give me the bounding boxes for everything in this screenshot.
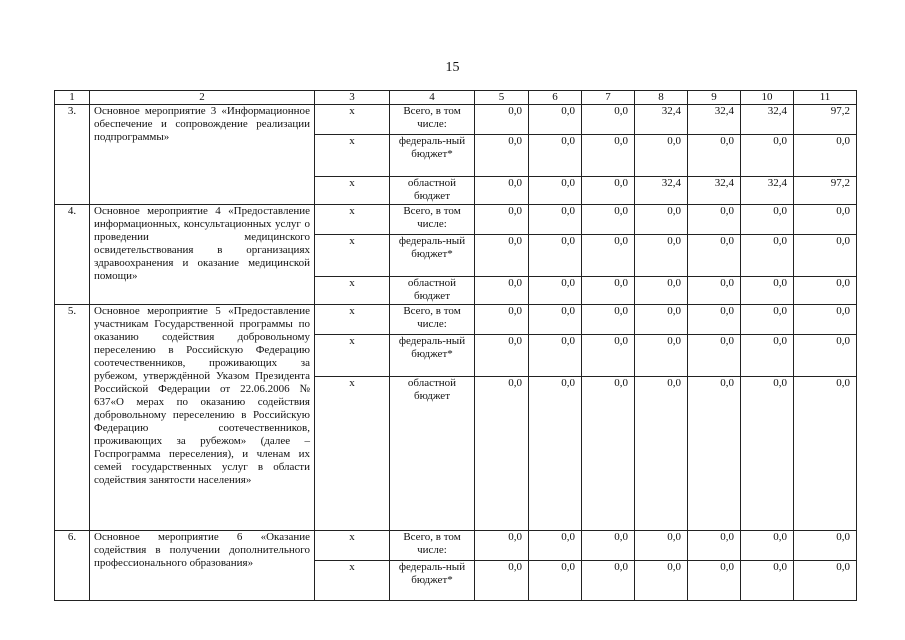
value-cell: 0,0: [794, 305, 857, 335]
value-cell: 0,0: [741, 235, 794, 277]
value-cell: 0,0: [688, 277, 741, 305]
value-cell: 0,0: [635, 277, 688, 305]
value-cell: 0,0: [475, 135, 529, 177]
value-cell: 0,0: [582, 561, 635, 601]
x-mark: x: [315, 277, 390, 305]
table-row: [55, 105, 857, 135]
value-cell: 0,0: [529, 177, 582, 205]
column-header: 5: [475, 91, 529, 105]
value-cell: 0,0: [635, 135, 688, 177]
value-cell: 0,0: [741, 205, 794, 235]
funding-source: федераль-ный бюджет*: [390, 235, 475, 277]
value-cell: 32,4: [635, 177, 688, 205]
x-mark: x: [315, 235, 390, 277]
funding-source: областной бюджет: [390, 177, 475, 205]
value-cell: 0,0: [741, 561, 794, 601]
x-mark: x: [315, 377, 390, 531]
value-cell: 0,0: [475, 205, 529, 235]
value-cell: 0,0: [688, 205, 741, 235]
value-cell: 0,0: [475, 531, 529, 561]
x-mark: x: [315, 205, 390, 235]
value-cell: 0,0: [529, 531, 582, 561]
table-body: [55, 105, 857, 601]
value-cell: 0,0: [794, 531, 857, 561]
funding-source: Всего, в том числе:: [390, 205, 475, 235]
funding-source: Всего, в том числе:: [390, 105, 475, 135]
value-cell: 0,0: [794, 561, 857, 601]
value-cell: 0,0: [475, 335, 529, 377]
value-cell: 0,0: [529, 335, 582, 377]
activity-name: Основное мероприятие 3 «Информационное обеспечение и сопровождение реализации подпрограммы»: [90, 105, 315, 205]
column-header: 1: [55, 91, 90, 105]
value-cell: 0,0: [741, 135, 794, 177]
funding-source: Всего, в том числе:: [390, 531, 475, 561]
value-cell: 0,0: [635, 531, 688, 561]
value-cell: 0,0: [741, 377, 794, 531]
value-cell: 0,0: [475, 561, 529, 601]
value-cell: 0,0: [529, 277, 582, 305]
row-number: 6.: [55, 531, 90, 601]
table-row: [55, 531, 857, 561]
x-mark: x: [315, 335, 390, 377]
value-cell: 97,2: [794, 105, 857, 135]
value-cell: 0,0: [582, 531, 635, 561]
value-cell: 0,0: [582, 235, 635, 277]
column-header: 4: [390, 91, 475, 105]
value-cell: 0,0: [688, 561, 741, 601]
value-cell: 0,0: [794, 135, 857, 177]
value-cell: 0,0: [741, 305, 794, 335]
value-cell: 0,0: [794, 235, 857, 277]
value-cell: 0,0: [794, 205, 857, 235]
value-cell: 0,0: [582, 305, 635, 335]
value-cell: 0,0: [529, 305, 582, 335]
activity-name: Основное мероприятие 6 «Оказание содействия в получении дополнительного профессионального образования»: [90, 531, 315, 601]
value-cell: 0,0: [688, 235, 741, 277]
value-cell: 0,0: [635, 205, 688, 235]
value-cell: 0,0: [475, 277, 529, 305]
value-cell: 0,0: [582, 135, 635, 177]
x-mark: x: [315, 135, 390, 177]
value-cell: 0,0: [475, 235, 529, 277]
column-header: 3: [315, 91, 390, 105]
value-cell: 32,4: [688, 105, 741, 135]
value-cell: 0,0: [688, 377, 741, 531]
column-header: 10: [741, 91, 794, 105]
value-cell: 0,0: [582, 205, 635, 235]
value-cell: 32,4: [741, 177, 794, 205]
value-cell: 0,0: [688, 135, 741, 177]
value-cell: 0,0: [635, 561, 688, 601]
activity-name: Основное мероприятие 5 «Предоставление участникам Государственной программы по оказанию содействия добровольному переселению в Российскую Федерацию соотечественников, проживающих за рубежом, утверждённой Указом Президента Российской Федерации от 22.06.2006 № 637«О мерах по оказанию содействия добровольному переселению в Российскую Федерацию соотечественников, проживающих за рубежом» (далее – Госпрограмма переселения), и членам их семей государственных услуг в области содействия занятости населения»: [90, 305, 315, 531]
row-number: 4.: [55, 205, 90, 305]
value-cell: 32,4: [688, 177, 741, 205]
column-header: 11: [794, 91, 857, 105]
value-cell: 97,2: [794, 177, 857, 205]
column-header: 2: [90, 91, 315, 105]
value-cell: 0,0: [794, 377, 857, 531]
value-cell: 0,0: [741, 335, 794, 377]
x-mark: x: [315, 531, 390, 561]
value-cell: 0,0: [529, 205, 582, 235]
budget-table: [54, 90, 857, 601]
column-header: 7: [582, 91, 635, 105]
value-cell: 32,4: [635, 105, 688, 135]
funding-source: федераль-ный бюджет*: [390, 135, 475, 177]
column-header: 8: [635, 91, 688, 105]
x-mark: x: [315, 305, 390, 335]
value-cell: 0,0: [475, 177, 529, 205]
value-cell: 0,0: [475, 305, 529, 335]
value-cell: 0,0: [635, 305, 688, 335]
value-cell: 0,0: [529, 377, 582, 531]
value-cell: 0,0: [688, 305, 741, 335]
value-cell: 0,0: [582, 277, 635, 305]
funding-source: федераль-ный бюджет*: [390, 561, 475, 601]
value-cell: 0,0: [741, 531, 794, 561]
value-cell: 0,0: [741, 277, 794, 305]
value-cell: 0,0: [475, 105, 529, 135]
row-number: 3.: [55, 105, 90, 205]
table-row: [55, 205, 857, 235]
value-cell: 0,0: [794, 277, 857, 305]
value-cell: 0,0: [529, 235, 582, 277]
x-mark: x: [315, 105, 390, 135]
column-header: 9: [688, 91, 741, 105]
funding-source: Всего, в том числе:: [390, 305, 475, 335]
value-cell: 0,0: [635, 235, 688, 277]
x-mark: x: [315, 177, 390, 205]
value-cell: 0,0: [582, 335, 635, 377]
header-row: [55, 91, 857, 105]
value-cell: 0,0: [529, 561, 582, 601]
value-cell: 0,0: [529, 105, 582, 135]
value-cell: 0,0: [582, 377, 635, 531]
value-cell: 32,4: [741, 105, 794, 135]
funding-source: областной бюджет: [390, 277, 475, 305]
value-cell: 0,0: [635, 377, 688, 531]
value-cell: 0,0: [635, 335, 688, 377]
value-cell: 0,0: [529, 135, 582, 177]
column-header: 6: [529, 91, 582, 105]
value-cell: 0,0: [582, 177, 635, 205]
value-cell: 0,0: [688, 335, 741, 377]
value-cell: 0,0: [794, 335, 857, 377]
value-cell: 0,0: [582, 105, 635, 135]
value-cell: 0,0: [688, 531, 741, 561]
funding-source: федераль-ный бюджет*: [390, 335, 475, 377]
funding-source: областной бюджет: [390, 377, 475, 531]
value-cell: 0,0: [475, 377, 529, 531]
row-number: 5.: [55, 305, 90, 531]
page-number: 15: [445, 60, 460, 75]
table-row: [55, 305, 857, 335]
activity-name: Основное мероприятие 4 «Предоставление информационных, консультационных услуг о проведении медицинского освидетельствования в организациях здравоохранения и оказание медицинской помощи»: [90, 205, 315, 305]
x-mark: x: [315, 561, 390, 601]
